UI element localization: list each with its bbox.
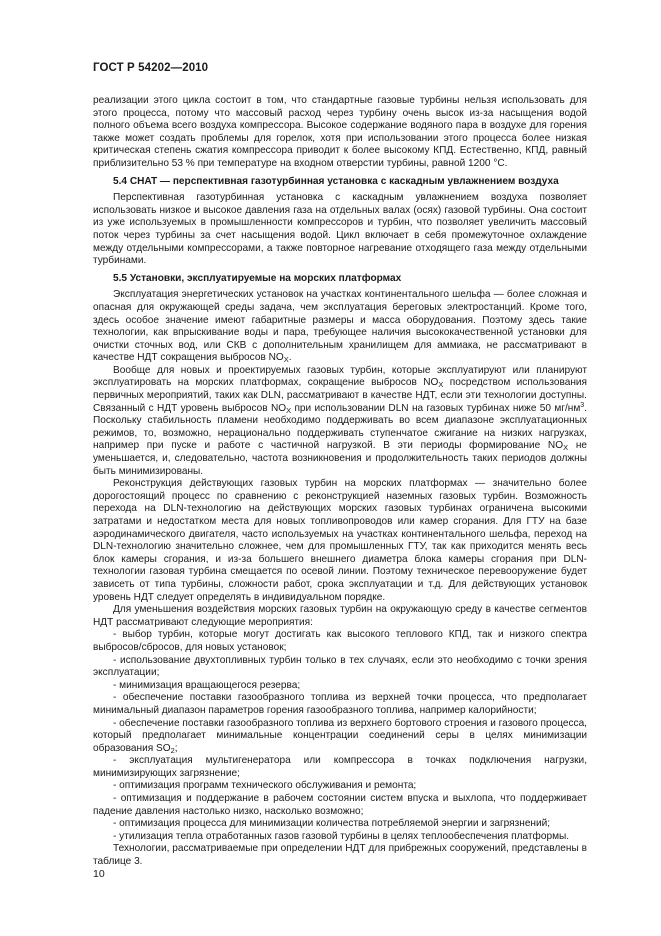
paragraph xyxy=(93,289,587,365)
paragraph xyxy=(93,365,587,478)
page-number: 10 xyxy=(93,868,105,880)
list-item xyxy=(93,718,587,756)
text-run: . xyxy=(288,352,292,364)
paragraph: Для уменьшения воздействия морских газовых турбин на окружающую среду в качестве сегментов НДТ рассматривают следующие мероприятия: xyxy=(93,604,587,628)
paragraph: реализации этого цикла состоит в том, что стандартные газовые турбины нельзя использовать для этого процесса, потому что массовый расход через турбину очень высок из-за насыщения водой полного объема всего воздуха компрессора. Высокое содержание водяного пара в воздухе для горения также может создать проблемы для горелок, хотя при использовании этого процесса более низкая критическая степень сжатия компрессора приводит к более высокому КПД. Естественно, КПД, равный приблизительно 53 % при температуре на входном отверстии турбины, равной 1200 °С. xyxy=(93,95,587,169)
paragraph: Перспективная газотурбинная установка с каскадным увлажнением воздуха позволяет использовать низкое и высокое давления газа на отдельных валах (осях) газовой турбины. Она состоит из уже используемых в промышленности компрессоров и турбин, что позволяет увеличить массовый поток через турбины за счет насыщения водой. Цикл включает в себя промежуточное охлаждение между отдельными компрессорами, а также повторное нагревание отходящего газа между отдельными турбинами. xyxy=(93,192,587,267)
text-run: посредством использования первичных мероприятий, таких как DLN, рассматривают в качестве НДТ, если эти технологии доступны. Связанный с НДТ уровень выбросов NO xyxy=(93,377,587,414)
text-run: при использовании DLN на газовых турбинах ниже 50 мг/нм xyxy=(291,402,581,414)
subscript: 2 xyxy=(170,745,175,755)
superscript: 3 xyxy=(580,401,585,409)
text-run: ; xyxy=(174,742,178,754)
document-body xyxy=(93,95,587,869)
paragraph: Технологии, рассматриваемые при определении НДТ для прибрежных сооружений, представлены в таблице 3. xyxy=(93,843,587,868)
subscript: X xyxy=(283,355,289,365)
subscript: X xyxy=(286,405,292,415)
list-item: - эксплуатация мультигенератора или компрессора в точках подключения нагрузки, минимизирующих загрязнение; xyxy=(93,755,587,779)
list-item: - минимизация вращающегося резерва; xyxy=(113,679,301,691)
text-run: Эксплуатация энергетических установок на участках континентального шельфа — более сложная и опасная для окружающей среды задача, чем эксплуатация береговых электростанций. Кроме того, здесь особое значение имеют габаритные размеры и масса оборудования. Поэтому здесь такие технологии, как впрыскивание воды и пара, требующее наличия высококачественной установки для очистки сточных вод, или СКВ с дополнительным хранилищем для аммиака, не рассматривают в качестве НДТ сокращения выбросов NO xyxy=(93,289,587,364)
list-item: - утилизация тепла отработанных газов газовой турбины в целях теплообеспечения платформы. xyxy=(113,830,570,842)
text-run: . Поскольку стабильность пламени необходимо поддерживать во всем диапазоне эксплуатационных режимов, то, возможно, нерационально поддерживать ступенчатое сжигание на низких нагрузках, например при пуске и работе с частичной нагрузкой. В эти периоды формирование NO xyxy=(93,402,588,452)
list-item: - оптимизация процесса для минимизации количества потребляемой энергии и загрязнений; xyxy=(113,818,551,830)
paragraph: Реконструкция действующих газовых турбин на морских платформах — значительно более дорогостоящий процесс по сравнению с реконструкцией наземных газовых турбин. Возможность перехода на DLN-технологию на действующих морских газовых турбинах ограничена высокими затратами и недостатком места для новых топливопроводов или камер сгорания. Для ГТУ на базе аэродинамического двигателя, часто используемых на участках континентального шельфа, переход на DLN-технологию значительно сложнее, чем для промышленных ГТУ, так как приходится менять весь блок камеры сгорания, и из-за большего внешнего диаметра блока камеры сгорания при DLN-технологии газовая турбина смещается по осевой линии. Поэтому техническое перевооружение будет зависеть от типа турбины, сложности работ, срока эксплуатации и т.д. Для действующих установок уровень НДТ следует определять в индивидуальном порядке. xyxy=(93,478,587,603)
subscript: X xyxy=(438,380,444,390)
subscript: X xyxy=(563,443,569,453)
list-item: - использование двухтопливных турбин только в тех случаях, если это необходимо с точки зрения эксплуатации; xyxy=(93,654,587,679)
text-run: Вообще для новых и проектируемых газовых турбин, которые эксплуатируют или планируют эксплуатировать на морских платформах, сокращение выбросов NO xyxy=(93,364,587,389)
list-item: - выбор турбин, которые могут достигать как высокого теплового КПД, так и низкого спектра выбросов/сбросов, для новых установок; xyxy=(93,629,587,653)
list-item: - оптимизация программ технического обслуживания и ремонта; xyxy=(113,780,417,792)
list-item: - оптимизация и поддержание в рабочем состоянии систем впуска и выхлопа, что поддерживает падение давления настолько низко, насколько возможно; xyxy=(93,793,587,817)
text-run: - обеспечение поставки газообразного топлива из верхнего бортового строения и газового процесса, который предполагает минимальные концентрации соединений серы в целях минимизации образования SO xyxy=(93,717,587,754)
section-heading-5-4: 5.4 CHAT — перспективная газотурбинная установка с каскадным увлажнением воздуха xyxy=(113,175,559,187)
section-heading-5-5: 5.5 Установки, эксплуатируемые на морских платформах xyxy=(113,272,402,284)
list-item: - обеспечение поставки газообразного топлива из верхней точки процесса, что предполагает минимальный диапазон параметров горения газообразного топлива, например калорийности; xyxy=(93,692,587,716)
document-header: ГОСТ Р 54202—2010 xyxy=(93,62,209,74)
text-run: не уменьшается, и, следовательно, частота возникновения и продолжительность таких периодов должны быть минимизированы. xyxy=(93,440,588,477)
